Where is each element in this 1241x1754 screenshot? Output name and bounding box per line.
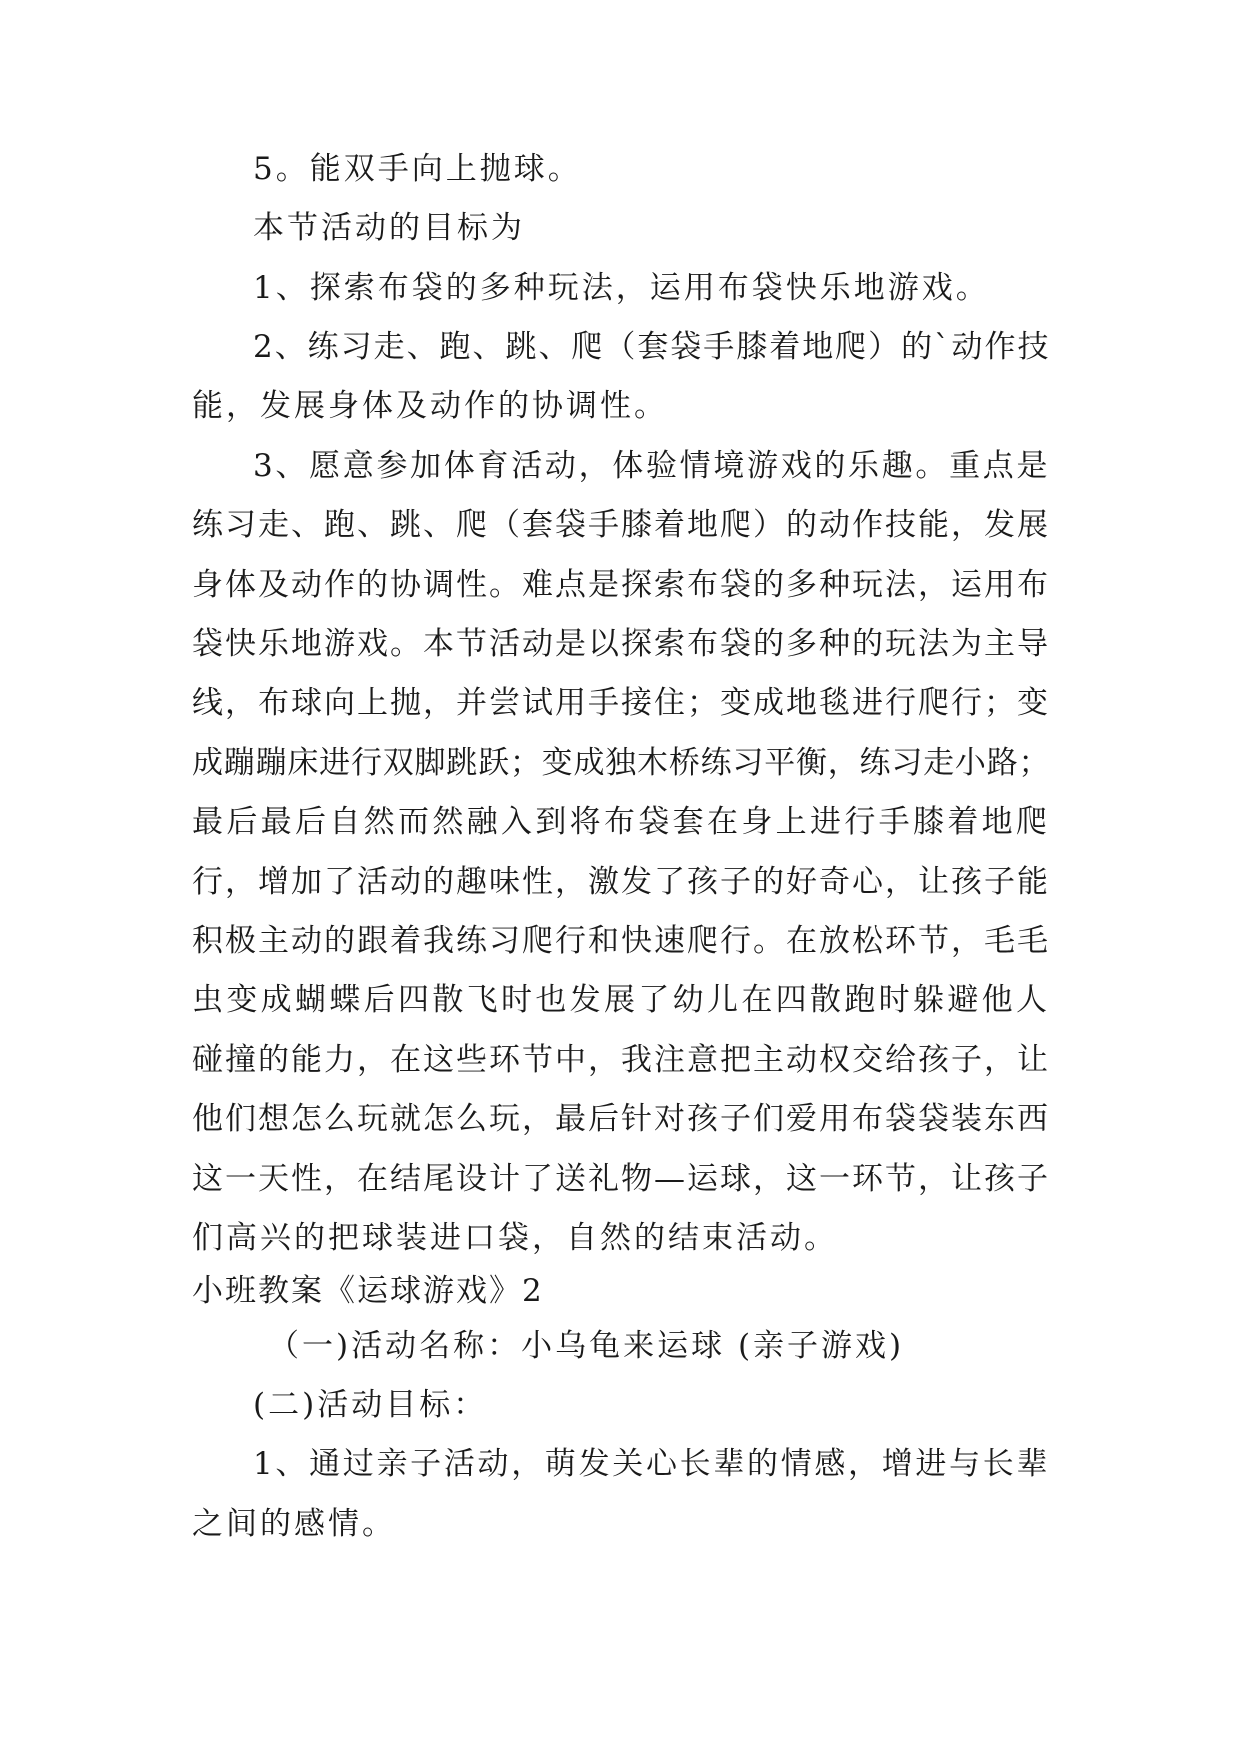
text-line-15: 虫变成蝴蝶后四散飞时也发展了幼儿在四散跑时躲避他人	[192, 982, 1050, 1018]
text-line-14: 积极主动的跟着我练习爬行和快速爬行。在放松环节，毛毛	[192, 923, 1050, 959]
section-heading: 小班教案《运球游戏》2	[192, 1273, 544, 1309]
text-line-7: 练习走、跑、跳、爬（套袋手膝着地爬）的动作技能，发展	[192, 507, 1050, 543]
text-line-3: 1、探索布袋的多种玩法，运用布袋快乐地游戏。	[253, 270, 990, 306]
text-line-6: 3、愿意参加体育活动，体验情境游戏的乐趣。重点是	[253, 448, 1050, 484]
text-line-1: 5。能双手向上抛球。	[253, 151, 582, 187]
text-line-10: 线，布球向上抛，并尝试用手接住；变成地毯进行爬行；变	[192, 685, 1050, 721]
text-line-13: 行，增加了活动的趣味性，激发了孩子的好奇心，让孩子能	[192, 864, 1050, 900]
text-line-17: 他们想怎么玩就怎么玩，最后针对孩子们爱用布袋袋装东西	[192, 1101, 1050, 1137]
text-line-23: 1、通过亲子活动，萌发关心长辈的情感，增进与长辈	[253, 1446, 1050, 1482]
text-line-8: 身体及动作的协调性。难点是探索布袋的多种玩法，运用布	[192, 567, 1050, 603]
text-line-2: 本节活动的目标为	[253, 210, 525, 246]
text-line-19: 们高兴的把球装进口袋，自然的结束活动。	[192, 1220, 838, 1256]
text-line-5: 能，发展身体及动作的协调性。	[192, 388, 668, 424]
text-line-16: 碰撞的能力，在这些环节中，我注意把主动权交给孩子，让	[192, 1042, 1050, 1078]
text-line-11: 成蹦蹦床进行双脚跳跃；变成独木桥练习平衡，练习走小路；	[192, 745, 1050, 781]
activity-goals-heading: (二)活动目标：	[253, 1387, 488, 1423]
text-line-4: 2、练习走、跑、跳、爬（套袋手膝着地爬）的`动作技	[253, 329, 1050, 365]
text-line-12: 最后最后自然而然融入到将布袋套在身上进行手膝着地爬	[192, 804, 1050, 840]
text-line-9: 袋快乐地游戏。本节活动是以探索布袋的多种的玩法为主导	[192, 626, 1050, 662]
activity-name: （一)活动名称：小乌龟来运球 (亲子游戏)	[268, 1328, 905, 1364]
text-line-18: 这一天性，在结尾设计了送礼物—运球，这一环节，让孩子	[192, 1161, 1050, 1197]
text-line-24: 之间的感情。	[192, 1506, 396, 1542]
